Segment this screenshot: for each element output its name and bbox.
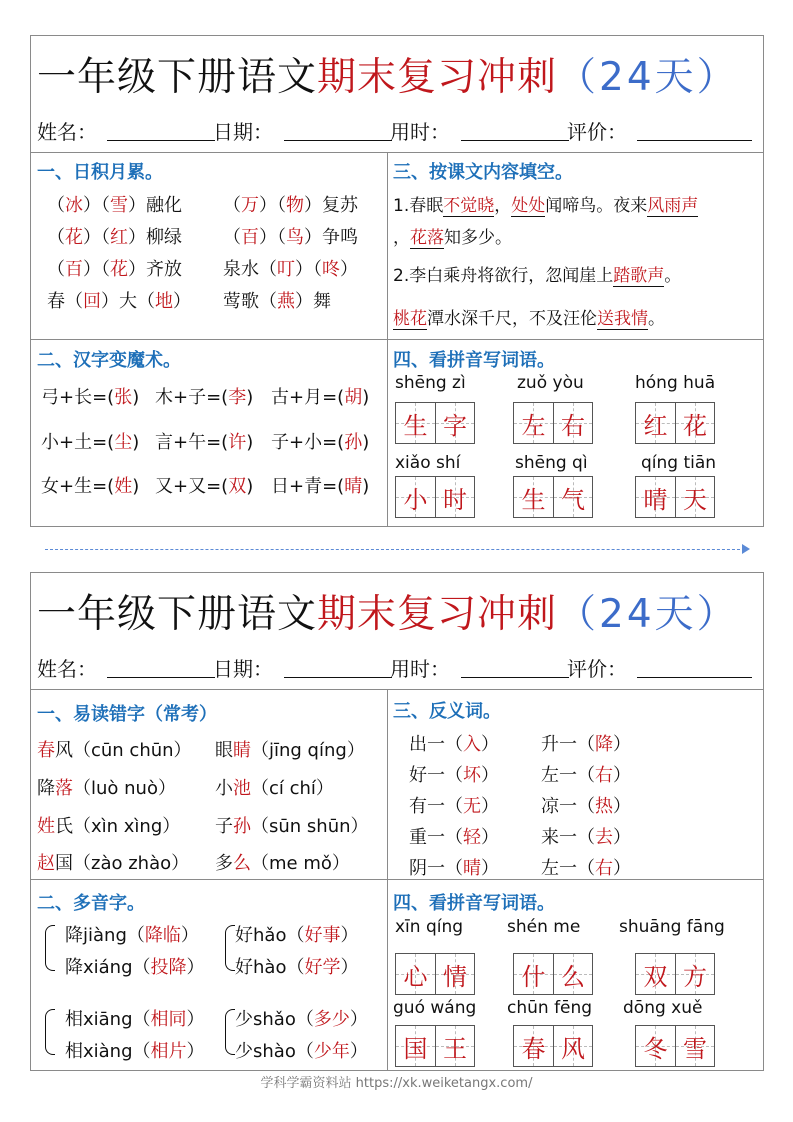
grid-line <box>387 152 388 526</box>
worksheet-card-1 <box>30 35 764 527</box>
pinyin-label: xīn qíng <box>395 917 464 937</box>
worksheet-title: 一年级下册语文期末复习冲刺（24天） <box>37 592 739 637</box>
idiom-row: 泉水（叮）（咚） <box>223 259 358 280</box>
pinyin-label: shēng qì <box>515 453 588 473</box>
polyphone-item: 少shǎo（多少） <box>235 1009 368 1030</box>
footer-watermark: 学科学霸资料站 https://xk.weiketangx.com/ <box>260 1076 533 1091</box>
antonym-item: 左一（右） <box>541 765 631 786</box>
char-equation: 又+又=(双) <box>155 476 254 497</box>
polyphone-item: 好hǎo（好事） <box>235 925 359 946</box>
antonym-item: 有一（无） <box>409 796 499 817</box>
time-blank <box>461 677 569 678</box>
idiom-row: （万）（物）复苏 <box>223 195 358 216</box>
idiom-row: （花）（红）柳绿 <box>47 227 182 248</box>
poem-line: 桃花潭水深千尺，不及汪伦送我情。 <box>393 309 665 329</box>
polyphone-item: 好hào（好学） <box>235 957 359 978</box>
section-title: 一、易读错字（常考） <box>37 704 217 725</box>
pinyin-label: xiǎo shí <box>395 453 461 473</box>
pinyin-label: dōng xuě <box>623 998 703 1018</box>
brace <box>225 1009 235 1055</box>
grid-line <box>31 879 763 880</box>
idiom-row: （百）（花）齐放 <box>47 259 182 280</box>
worksheet-card-2 <box>30 572 764 1071</box>
arrow-right-icon <box>742 544 750 554</box>
antonym-item: 阴一（晴） <box>409 858 499 879</box>
name-label: 姓名： <box>37 657 97 681</box>
section-title: 三、反义词。 <box>393 701 501 722</box>
date-label: 日期： <box>213 657 273 681</box>
time-blank <box>461 140 569 141</box>
pinyin-label: guó wáng <box>393 998 477 1018</box>
poem-line: 1.春眠不觉晓，处处闻啼鸟。夜来风雨声 <box>393 196 699 216</box>
polyphone-item: 降xiáng（投降） <box>65 957 205 978</box>
pinyin-label: hóng huā <box>635 373 716 393</box>
section-title: 四、看拼音写词语。 <box>393 893 555 914</box>
grid-line <box>387 689 388 1070</box>
rating-label: 评价： <box>567 657 627 681</box>
writing-box: 晴 天 <box>635 476 715 518</box>
idiom-row: 春（回）大（地） <box>47 291 191 312</box>
writing-box: 国 王 <box>395 1025 475 1067</box>
time-label: 用时： <box>390 120 450 144</box>
idiom-row: （冰）（雪）融化 <box>47 195 182 216</box>
antonym-item: 来一（去） <box>541 827 631 848</box>
antonym-item: 左一（右） <box>541 858 631 879</box>
char-equation: 木+子=(李) <box>155 387 254 408</box>
separator-line <box>45 549 745 550</box>
pinyin-label: zuǒ yòu <box>517 373 584 393</box>
antonym-item: 重一（轻） <box>409 827 499 848</box>
pinyin-label: chūn fēng <box>507 998 593 1018</box>
writing-box: 生 字 <box>395 402 475 444</box>
date-label: 日期： <box>213 120 273 144</box>
writing-box: 心 情 <box>395 953 475 995</box>
rating-blank <box>637 140 752 141</box>
char-equation: 子+小=(孙) <box>271 432 370 453</box>
misread-item: 眼睛（jīng qíng） <box>215 740 365 761</box>
idiom-row: 莺歌（燕）舞 <box>223 291 331 312</box>
char-equation: 女+生=(姓) <box>41 476 140 497</box>
pinyin-label: qíng tiān <box>641 453 717 473</box>
section-title: 三、按课文内容填空。 <box>393 162 573 183</box>
writing-box: 春 风 <box>513 1025 593 1067</box>
char-equation: 小+土=(尘) <box>41 432 140 453</box>
name-label: 姓名： <box>37 120 97 144</box>
misread-item: 子孙（sūn shūn） <box>215 816 369 837</box>
misread-item: 姓氏（xìn xìng） <box>37 816 181 837</box>
grid-line <box>31 152 763 153</box>
antonym-item: 升一（降） <box>541 734 631 755</box>
misread-item: 小池（cí chí） <box>215 778 334 799</box>
pinyin-label: shén me <box>507 917 581 937</box>
writing-box: 红 花 <box>635 402 715 444</box>
char-equation: 日+青=(晴) <box>271 476 370 497</box>
char-equation: 言+午=(许) <box>155 432 254 453</box>
brace <box>225 925 235 971</box>
poem-line: 2.李白乘舟将欲行，忽闻崖上踏歌声。 <box>393 266 682 286</box>
section-title: 四、看拼音写词语。 <box>393 350 555 371</box>
writing-box: 生 气 <box>513 476 593 518</box>
rating-blank <box>637 677 752 678</box>
brace <box>45 1009 55 1055</box>
polyphone-item: 相xiàng（相片） <box>65 1041 205 1062</box>
misread-item: 赵国（zào zhào） <box>37 853 190 874</box>
writing-box: 双 方 <box>635 953 715 995</box>
date-blank <box>284 677 392 678</box>
char-equation: 弓+长=(张) <box>41 387 140 408</box>
idiom-row: （百）（鸟）争鸣 <box>223 227 358 248</box>
section-title: 二、多音字。 <box>37 893 145 914</box>
rating-label: 评价： <box>567 120 627 144</box>
misread-item: 多么（me mǒ） <box>215 853 350 874</box>
grid-line <box>31 689 763 690</box>
writing-box: 小 时 <box>395 476 475 518</box>
char-equation: 古+月=(胡) <box>271 387 370 408</box>
worksheet-title: 一年级下册语文期末复习冲刺（24天） <box>37 55 739 100</box>
polyphone-item: 降jiàng（降临） <box>65 925 199 946</box>
date-blank <box>284 140 392 141</box>
pinyin-label: shuāng fāng <box>619 917 725 937</box>
poem-line: ，花落知多少。 <box>393 228 512 248</box>
name-blank <box>107 140 215 141</box>
section-title: 二、汉字变魔术。 <box>37 350 181 371</box>
antonym-item: 好一（坏） <box>409 765 499 786</box>
misread-item: 降落（luò nuò） <box>37 778 176 799</box>
writing-box: 左 右 <box>513 402 593 444</box>
polyphone-item: 相xiāng（相同） <box>65 1009 205 1030</box>
antonym-item: 凉一（热） <box>541 796 631 817</box>
pinyin-label: shēng zì <box>395 373 466 393</box>
section-title: 一、日积月累。 <box>37 162 163 183</box>
time-label: 用时： <box>390 657 450 681</box>
name-blank <box>107 677 215 678</box>
brace <box>45 925 55 971</box>
writing-box: 冬 雪 <box>635 1025 715 1067</box>
misread-item: 春风（cūn chūn） <box>37 740 192 761</box>
grid-line <box>31 339 763 340</box>
antonym-item: 出一（入） <box>409 734 499 755</box>
writing-box: 什 么 <box>513 953 593 995</box>
polyphone-item: 少shào（少年） <box>235 1041 368 1062</box>
